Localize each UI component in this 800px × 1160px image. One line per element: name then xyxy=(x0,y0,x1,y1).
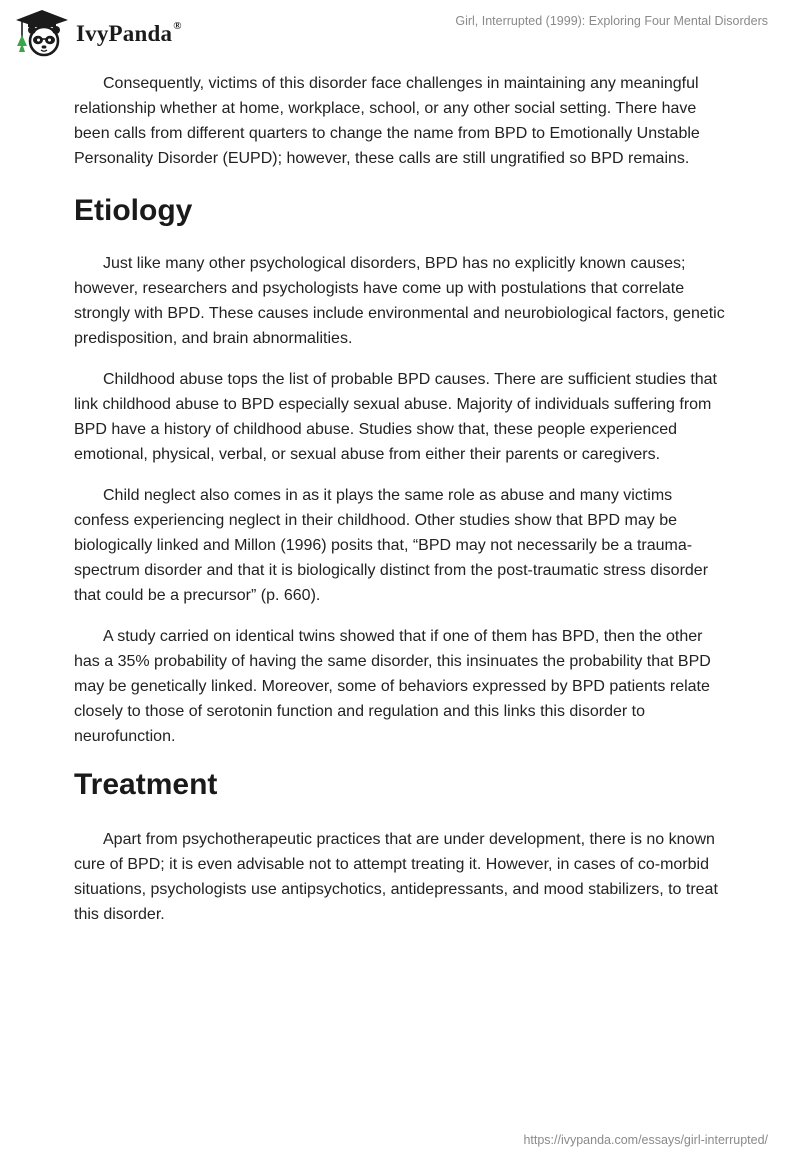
etiology-paragraph-3: Child neglect also comes in as it plays the same role as abuse and many victims confess experiencing neglect in their childhood. Other studies show that BPD may be biologically linked and Millon (1996) posits that, “BPD may not necessarily be a trauma-spectrum disorder and that it is biologically distinct from the post-traumatic stress disorder that could be a precursor” (p. 660). xyxy=(74,487,709,604)
ivypanda-logo[interactable] xyxy=(14,8,182,58)
essay-content xyxy=(74,71,726,943)
treatment-paragraph-1: Apart from psychotherapeutic practices that are under development, there is no known cure of BPD; it is even advisable not to attempt treating it. However, in cases of co-morbid situations, psychologists use antipsychotics, antidepressants, and mood stabilizers, to treat this disorder. xyxy=(74,831,718,923)
etiology-paragraph-4: A study carried on identical twins showed that if one of them has BPD, then the other has a 35% probability of having the same disorder, this insinuates the probability that BPD may be genetically linked. Moreover, some of behaviors expressed by BPD patients relate closely to those of serotonin function and regulation and this links this disorder to neurofunction. xyxy=(74,628,711,745)
treatment-heading: Treatment xyxy=(74,768,218,801)
intro-paragraph: Consequently, victims of this disorder face challenges in maintaining any meaningful relationship whether at home, workplace, school, or any other social setting. There have been calls from different quarters to change the name from BPD to Emotionally Unstable Personality Disorder (EUPD); however, these calls are still ungratified so BPD remains. xyxy=(74,75,700,167)
etiology-paragraph-2: Childhood abuse tops the list of probable BPD causes. There are sufficient studies that link childhood abuse to BPD especially sexual abuse. Majority of individuals suffering from BPD have a history of childhood abuse. Studies show that, these people experienced emotional, physical, verbal, or sexual abuse from either their parents or caregivers. xyxy=(74,371,717,463)
document-title: Girl, Interrupted (1999): Exploring Four Mental Disorders xyxy=(455,14,768,28)
registered-mark: ® xyxy=(173,19,182,32)
logo-wordmark: IvyPanda® xyxy=(76,19,182,46)
etiology-paragraph-1: Just like many other psychological disorders, BPD has no explicitly known causes; however, researchers and psychologists have come up with postulations that correlate strongly with BPD. These causes include environmental and neurobiological factors, genetic predisposition, and brain abnormalities. xyxy=(74,255,725,347)
etiology-heading: Etiology xyxy=(74,194,193,227)
source-url-link[interactable]: https://ivypanda.com/essays/girl-interrupted/ xyxy=(523,1133,768,1147)
panda-graduate-icon xyxy=(14,8,70,58)
